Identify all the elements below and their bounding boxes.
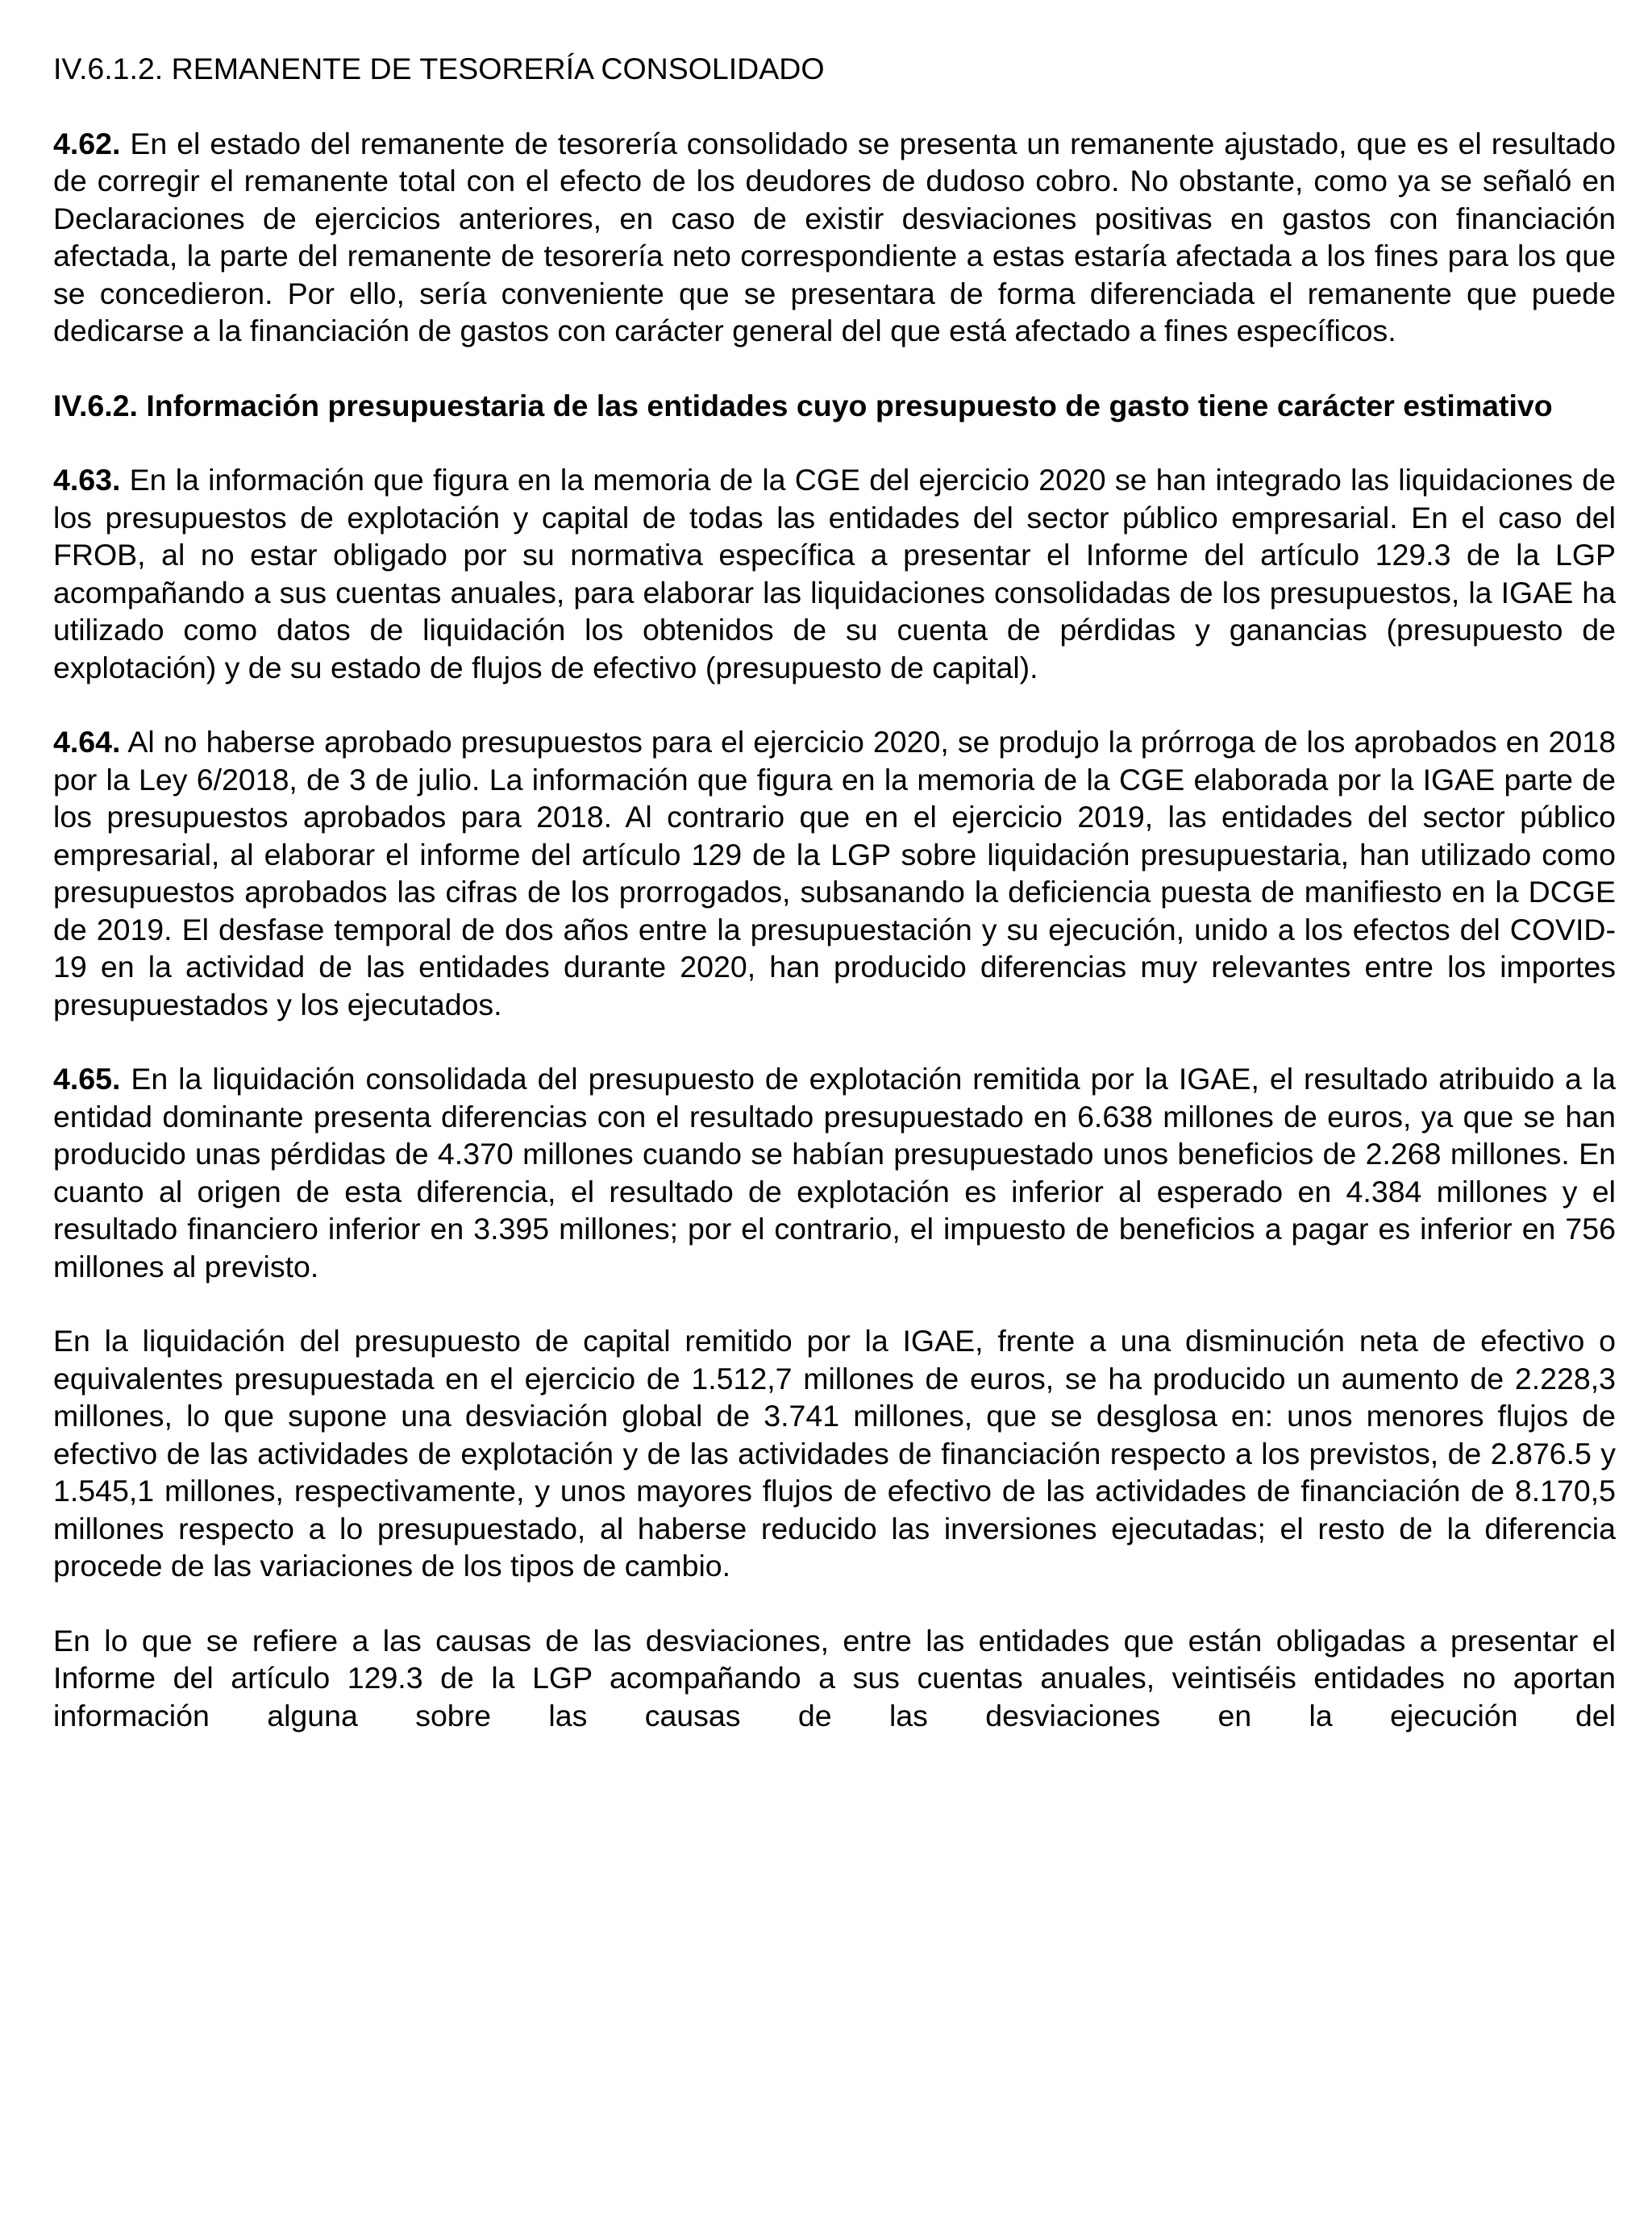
- paragraph-text: En lo que se refiere a las causas de las desviaciones, entre las entidades que están obligadas a presentar el Informe del artículo 129.3 de la LGP acompañando a sus cuentas anuales, veintiséis entidades no aportan información alguna sobre las causas de las desviaciones en la ejecución del: [53, 1623, 1616, 1733]
- paragraph-number: 4.65.: [53, 1062, 121, 1096]
- paragraph-number: 4.63.: [53, 463, 121, 497]
- paragraph-4-64: [53, 723, 1616, 1023]
- paragraph-number: 4.62.: [53, 126, 121, 160]
- section-heading-iv-6-1-2: [53, 50, 1616, 88]
- section-heading-text: IV.6.1.2. REMANENTE DE TESORERÍA CONSOLIDADO: [53, 52, 825, 85]
- paragraph-deviation-causes: [53, 1622, 1616, 1735]
- paragraph-text: En la liquidación consolidada del presupuesto de explotación remitida por la IGAE, el resultado atribuido a la entidad dominante presenta diferencias con el resultado presupuestado en 6.638 millones de euros, ya que se han producido unas pérdidas de 4.370 millones cuando se habían presupuestado unos beneficios de 2.268 millones. En cuanto al origen de esta diferencia, el resultado de explotación es inferior al esperado en 4.384 millones y el resultado financiero inferior en 3.395 millones; por el contrario, el impuesto de beneficios a pagar es inferior en 756 millones al previsto.: [53, 1062, 1616, 1283]
- paragraph-text: En la liquidación del presupuesto de capital remitido por la IGAE, frente a una disminución neta de efectivo o equivalentes presupuestada en el ejercicio de 1.512,7 millones de euros, se ha producido un aumento de 2.228,3 millones, lo que supone una desviación global de 3.741 millones, que se desglosa en: unos menores flujos de efectivo de las actividades de explotación y de las actividades de financiación respecto a los previstos, de 2.876.5 y 1.545,1 millones, respectivamente, y unos mayores flujos de efectivo de las actividades de financiación de 8.170,5 millones respecto a lo presupuestado, al haberse reducido las inversiones ejecutadas; el resto de la diferencia procede de las variaciones de los tipos de cambio.: [53, 1324, 1616, 1583]
- paragraph-text: En la información que figura en la memoria de la CGE del ejercicio 2020 se han integrado las liquidaciones de los presupuestos de explotación y capital de todas las entidades del sector público empresarial. En el caso del FROB, al no estar obligado por su normativa específica a presentar el Informe del artículo 129.3 de la LGP acompañando a sus cuentas anuales, para elaborar las liquidaciones consolidadas de los presupuestos, la IGAE ha utilizado como datos de liquidación los obtenidos de su cuenta de pérdidas y ganancias (presupuesto de explotación) y de su estado de flujos de efectivo (presupuesto de capital).: [53, 463, 1616, 684]
- section-heading-number: IV.6.2.: [53, 388, 138, 422]
- paragraph-text: Al no haberse aprobado presupuestos para el ejercicio 2020, se produjo la prórroga de los aprobados en 2018 por la Ley 6/2018, de 3 de julio. La información que figura en la memoria de la CGE elaborada por la IGAE parte de los presupuestos aprobados para 2018. Al contrario que en el ejercicio 2019, las entidades del sector público empresarial, al elaborar el informe del artículo 129 de la LGP sobre liquidación presupuestaria, han utilizado como presupuestos aprobados las cifras de los prorrogados, subsanando la deficiencia puesta de manifiesto en la DCGE de 2019. El desfase temporal de dos años entre la presupuestación y su ejecución, unido a los efectos del COVID-19 en la actividad de las entidades durante 2020, han producido diferencias muy relevantes entre los importes presupuestados y los ejecutados.: [53, 725, 1616, 1021]
- page-content: [53, 50, 1616, 1734]
- paragraph-4-62: [53, 125, 1616, 350]
- paragraph-4-63: [53, 461, 1616, 686]
- paragraph-text: En el estado del remanente de tesorería consolidado se presenta un remanente ajustado, que es el resultado de corregir el remanente total con el efecto de los deudores de dudoso cobro. No obstante, como ya se señaló en Declaraciones de ejercicios anteriores, en caso de existir desviaciones positivas en gastos con financiación afectada, la parte del remanente de tesorería neto correspondiente a estas estaría afectada a los fines para los que se concedieron. Por ello, sería conveniente que se presentara de forma diferenciada el remanente que puede dedicarse a la financiación de gastos con carácter general del que está afectado a fines específicos.: [53, 126, 1616, 347]
- paragraph-4-65: [53, 1060, 1616, 1285]
- paragraph-number: 4.64.: [53, 725, 121, 759]
- section-heading-iv-6-2: [53, 387, 1616, 425]
- paragraph-capital-budget: [53, 1322, 1616, 1585]
- section-heading-text: Información presupuestaria de las entidades cuyo presupuesto de gasto tiene carácter estimativo: [137, 388, 1553, 422]
